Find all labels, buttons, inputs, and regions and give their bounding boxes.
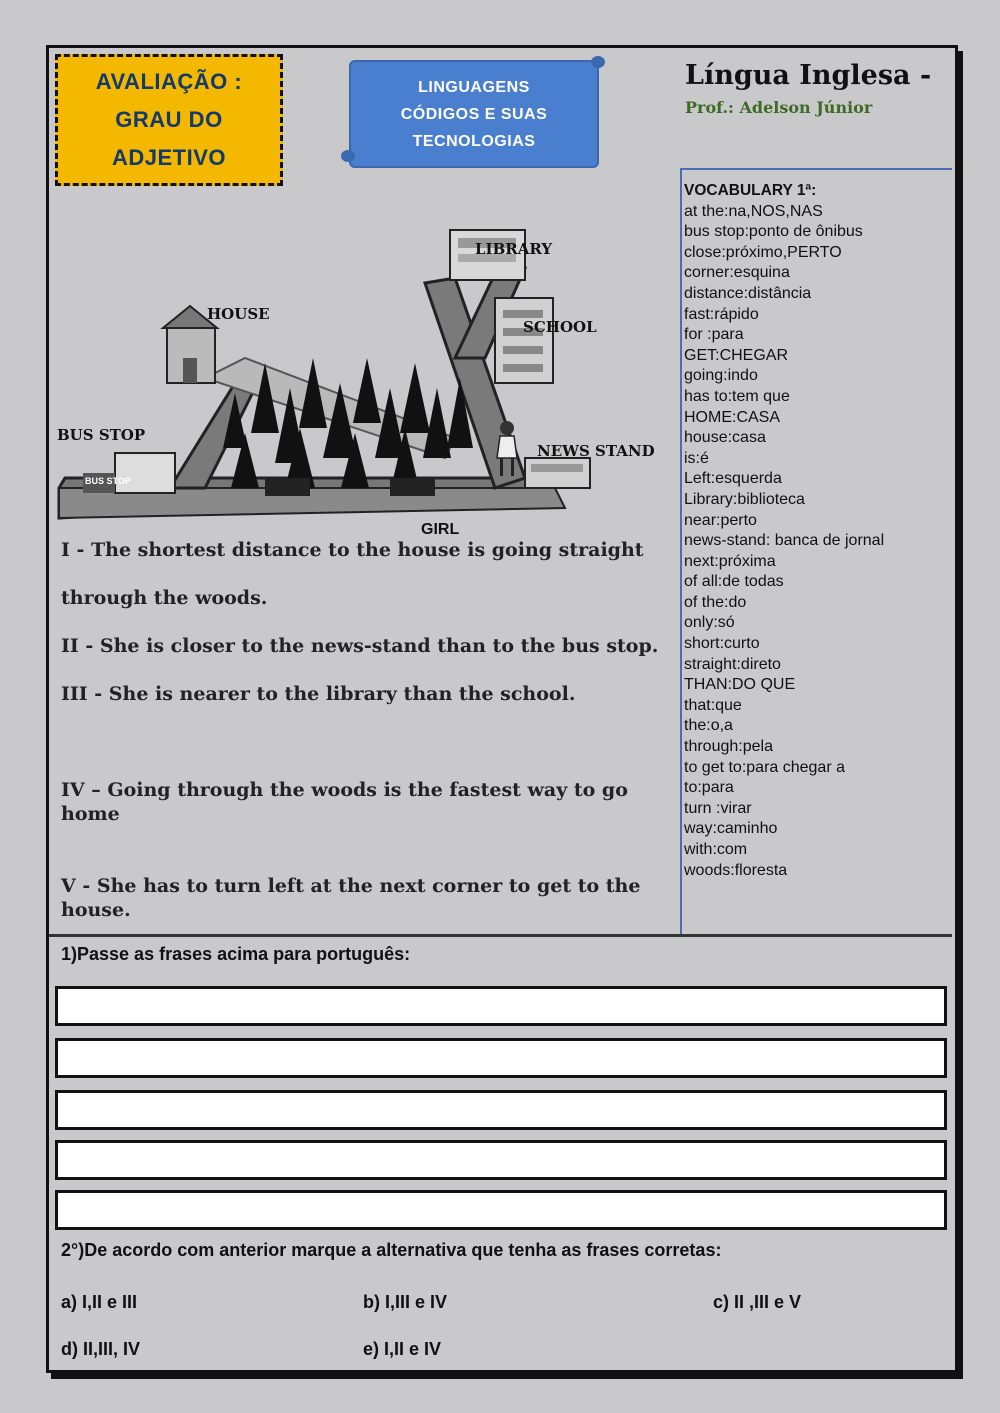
badge-line-3: ADJETIVO <box>111 145 227 170</box>
divider <box>49 934 952 937</box>
bus-sign-label: BUS STOP <box>85 476 131 486</box>
bench <box>390 478 435 496</box>
vocab-item: that:que <box>684 696 742 714</box>
vocab-item: to get to:para chegar a <box>684 758 845 776</box>
vocab-item: GET:CHEGAR <box>684 346 789 364</box>
badge-line-2: GRAU DO <box>115 107 223 132</box>
answer-field-4[interactable] <box>55 1140 947 1180</box>
bench <box>265 478 310 496</box>
banner-line-2: CÓDIGOS E SUAS <box>400 105 548 123</box>
vocabulary-panel <box>680 168 952 936</box>
bus-stop-label: BUS STOP <box>57 426 146 444</box>
vocab-item: next:próxima <box>684 552 776 570</box>
question-1-prompt: 1)Passe as frases acima para português: <box>61 944 411 964</box>
vocab-item: way:caminho <box>684 820 778 838</box>
sentence-4-line-1: IV – Going through the woods is the fastest way to go <box>61 779 628 801</box>
vocab-item: Library:biblioteca <box>684 490 805 508</box>
scroll-curl-icon <box>341 150 355 162</box>
assessment-badge <box>55 54 283 186</box>
vocab-item: fast:rápido <box>684 305 759 323</box>
bus-stop-shelter <box>83 453 175 493</box>
vocab-item: THAN:DO QUE <box>684 676 796 694</box>
vocab-item: has to:tem que <box>684 387 790 405</box>
vocabulary-title: VOCABULARY 1ª: <box>684 182 817 199</box>
vocab-item: near:perto <box>684 511 757 529</box>
scroll-curl-icon <box>591 56 605 68</box>
vocab-item: distance:distância <box>684 284 812 302</box>
news-stand-label: NEWS STAND <box>537 442 655 460</box>
vocab-item: of all:de todas <box>684 573 784 591</box>
vocab-item: turn :virar <box>684 799 752 817</box>
worksheet <box>46 45 958 1373</box>
option-d[interactable]: d) II,III, IV <box>61 1339 141 1359</box>
answer-field-2[interactable] <box>55 1038 947 1078</box>
vocab-item: the:o,a <box>684 717 733 735</box>
school-label: SCHOOL <box>523 318 597 336</box>
vocab-item: close:próximo,PERTO <box>684 243 842 261</box>
badge-line-1: AVALIAÇÃO : <box>95 69 243 94</box>
sentence-1-line-1: I - The shortest distance to the house is going straight <box>61 539 644 561</box>
sentence-1-line-2: through the woods. <box>61 587 268 609</box>
vocab-item: house:casa <box>684 429 766 447</box>
house-label: HOUSE <box>207 305 270 323</box>
sentence-5-line-1: V - She has to turn left at the next corner to get to the <box>61 875 641 897</box>
vocab-item: corner:esquina <box>684 264 790 282</box>
sentence-5-line-2: house. <box>61 899 131 921</box>
vocab-item: of the:do <box>684 593 747 611</box>
option-c[interactable]: c) II ,III e V <box>713 1292 802 1312</box>
school-building <box>495 298 553 383</box>
answer-field-3[interactable] <box>55 1090 947 1130</box>
vocab-item: Left:esquerda <box>684 470 782 488</box>
vocab-item: with:com <box>684 841 748 858</box>
vocab-item: HOME:CASA <box>684 408 781 426</box>
news-stand-building <box>525 458 590 488</box>
sentence-4-line-2: home <box>61 803 120 825</box>
girl-label: GIRL <box>421 521 460 538</box>
vocab-item: through:pela <box>684 738 773 756</box>
vocab-item: for :para <box>684 326 744 344</box>
vocab-item: short:curto <box>684 635 760 653</box>
vocab-item: is:é <box>684 449 709 467</box>
answer-field-1[interactable] <box>55 986 947 1026</box>
vocab-item: to:para <box>684 779 734 797</box>
teacher-name: Prof.: Adelson Júnior <box>685 98 873 117</box>
library-label: LIBRARY <box>475 240 553 258</box>
sentence-2: II - She is closer to the news-stand than to the bus stop. <box>61 635 659 657</box>
sentence-3: III - She is nearer to the library than the school. <box>61 683 576 705</box>
vocab-item: straight:direto <box>684 655 781 673</box>
banner-line-3: TECNOLOGIAS <box>412 132 536 150</box>
vocab-item: going:indo <box>684 367 758 385</box>
subject-area-banner <box>349 60 599 168</box>
vocab-item: woods:floresta <box>684 861 788 879</box>
option-b[interactable]: b) I,III e IV <box>363 1292 448 1312</box>
vocab-item: only:só <box>684 614 735 632</box>
banner-line-1: LINGUAGENS <box>418 78 530 96</box>
option-e[interactable]: e) I,II e IV <box>363 1339 442 1359</box>
town-map-illustration <box>55 188 677 538</box>
vocab-item: bus stop:ponto de ônibus <box>684 223 863 241</box>
answer-field-5[interactable] <box>55 1190 947 1230</box>
subject-title: Língua Inglesa - <box>685 60 932 91</box>
vocab-item: at the:na,NOS,NAS <box>684 202 823 220</box>
vocab-item: news-stand: banca de jornal <box>684 532 885 550</box>
question-2-prompt: 2°)De acordo com anterior marque a alternativa que tenha as frases corretas: <box>61 1240 722 1260</box>
option-a[interactable]: a) I,II e III <box>61 1292 138 1312</box>
